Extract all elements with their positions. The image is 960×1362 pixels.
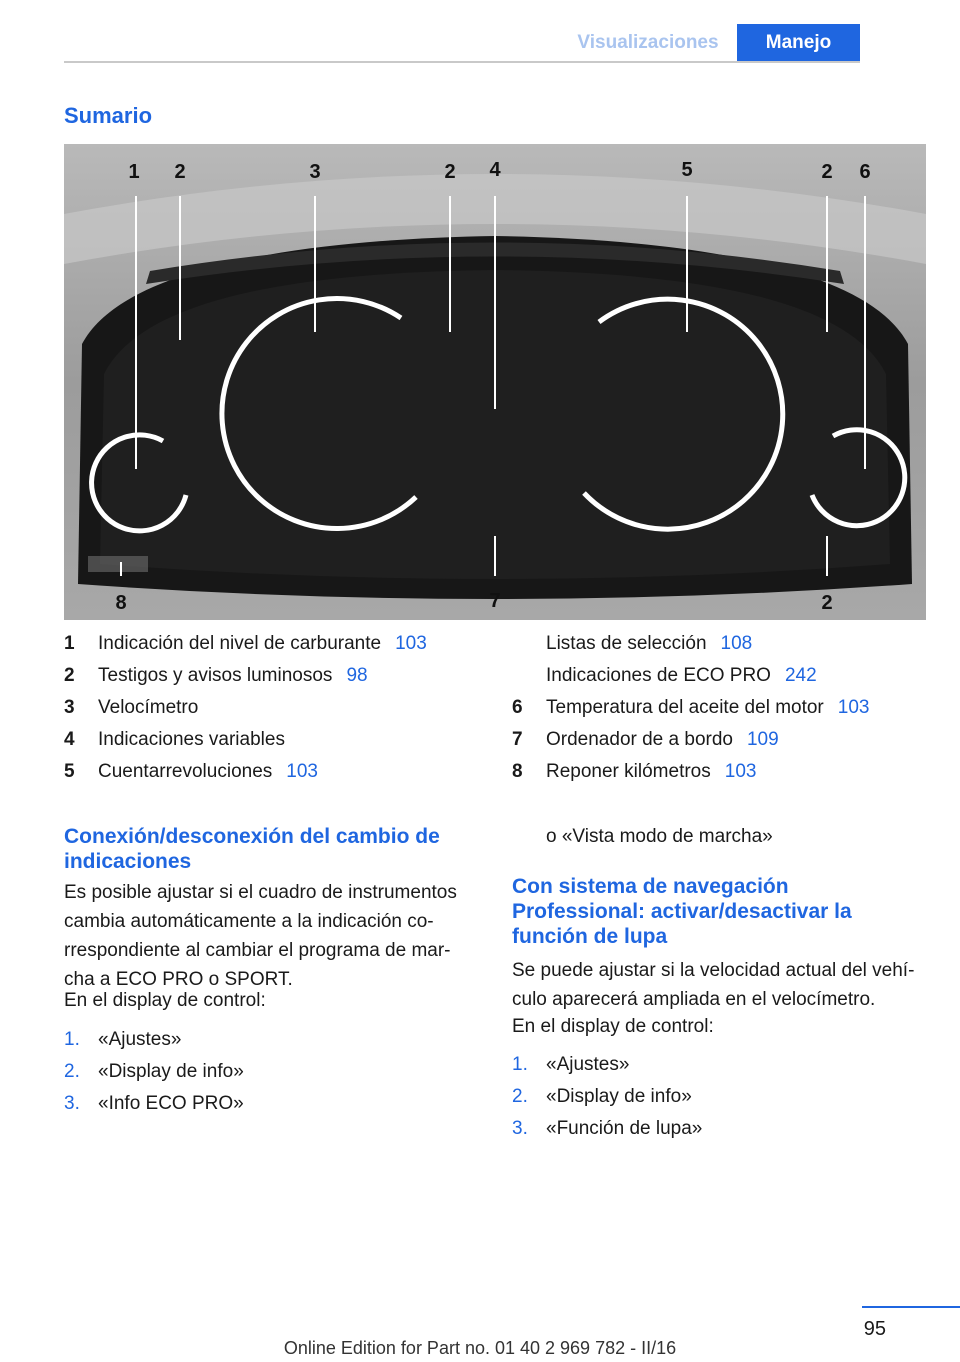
figure-label: 2 [444, 161, 456, 183]
legend-right [512, 628, 932, 788]
section1-intro: En el display de control: [64, 990, 266, 1011]
list-item: 2. «Display de info» [64, 1061, 244, 1082]
section2-paragraph: Se puede ajustar si la velocidad actual del vehí‐ culo aparecerá ampliada en el velocímetro. [512, 960, 915, 1010]
header-section-tab: Visualizaciones [577, 32, 719, 53]
page-reference[interactable]: 103 [286, 761, 318, 782]
list-item: 2. «Display de info» [512, 1086, 692, 1107]
figure-label: 7 [489, 590, 501, 612]
section1-paragraph: Es posible ajustar si el cuadro de instrumentos cambia automáticamente a la indicación co‐ rrespondiente al cambiar el programa de mar‐ cha a ECO PRO o SPORT. [64, 882, 457, 990]
figure-label: 1 [128, 161, 140, 183]
figure-label: 6 [859, 161, 871, 183]
figure-label: 3 [309, 161, 321, 183]
page-number: 95 [863, 1318, 886, 1340]
page-title: Sumario [64, 103, 153, 128]
section1-steps [64, 1024, 484, 1120]
legend-item: 4 Indicaciones variables [64, 729, 285, 750]
list-item: 3. «Info ECO PRO» [64, 1093, 244, 1114]
page-number-rule [862, 1306, 960, 1308]
right-note: o «Vista modo de marcha» [546, 826, 773, 847]
figure-label: 2 [821, 161, 833, 183]
legend-item: 6 Temperatura del aceite del motor 103 [512, 697, 870, 718]
page-reference[interactable]: 242 [784, 665, 817, 686]
legend-item: Indicaciones de ECO PRO 242 [546, 665, 817, 686]
figure-label: 2 [174, 161, 186, 183]
figure-label: 5 [681, 159, 693, 181]
legend-item: 3 Velocímetro [64, 697, 199, 718]
section1-heading: Conexión/desconexión del cambio de indicaciones [64, 825, 440, 873]
legend-item: Listas de selección 108 [546, 633, 753, 654]
page-reference[interactable]: 109 [746, 729, 779, 750]
section2-heading: Con sistema de navegación Professional: activar/desactivar la función de lupa [512, 875, 852, 948]
page-reference[interactable]: 108 [720, 633, 753, 654]
header-divider [64, 61, 860, 63]
legend-item: 8 Reponer kilómetros 103 [512, 761, 757, 782]
section2-intro: En el display de control: [512, 1016, 714, 1037]
page-reference[interactable]: 98 [346, 665, 368, 686]
page-reference[interactable]: 103 [724, 761, 757, 782]
list-item: 1. «Ajustes» [64, 1029, 182, 1050]
figure-label: 2 [821, 592, 833, 614]
header-chapter-tab: Manejo [737, 24, 860, 62]
figure-label: 8 [115, 592, 127, 614]
page-reference[interactable]: 103 [837, 697, 870, 718]
list-item: 1. «Ajustes» [512, 1054, 630, 1075]
legend-item: 2 Testigos y avisos luminosos 98 [64, 665, 368, 686]
section2-steps [512, 1049, 932, 1145]
legend-item: 7 Ordenador de a bordo 109 [512, 729, 779, 750]
figure-label: 4 [489, 159, 501, 181]
legend-item: 5 Cuentarrevoluciones 103 [64, 761, 318, 782]
legend-left [64, 628, 484, 788]
footer-text: Online Edition for Part no. 01 40 2 969 782 - II/16 [283, 1338, 677, 1358]
instrument-cluster-figure [64, 144, 926, 620]
legend-item: 1 Indicación del nivel de carburante 103 [64, 633, 427, 654]
list-item: 3. «Función de lupa» [512, 1118, 703, 1139]
page-reference[interactable]: 103 [395, 633, 427, 654]
